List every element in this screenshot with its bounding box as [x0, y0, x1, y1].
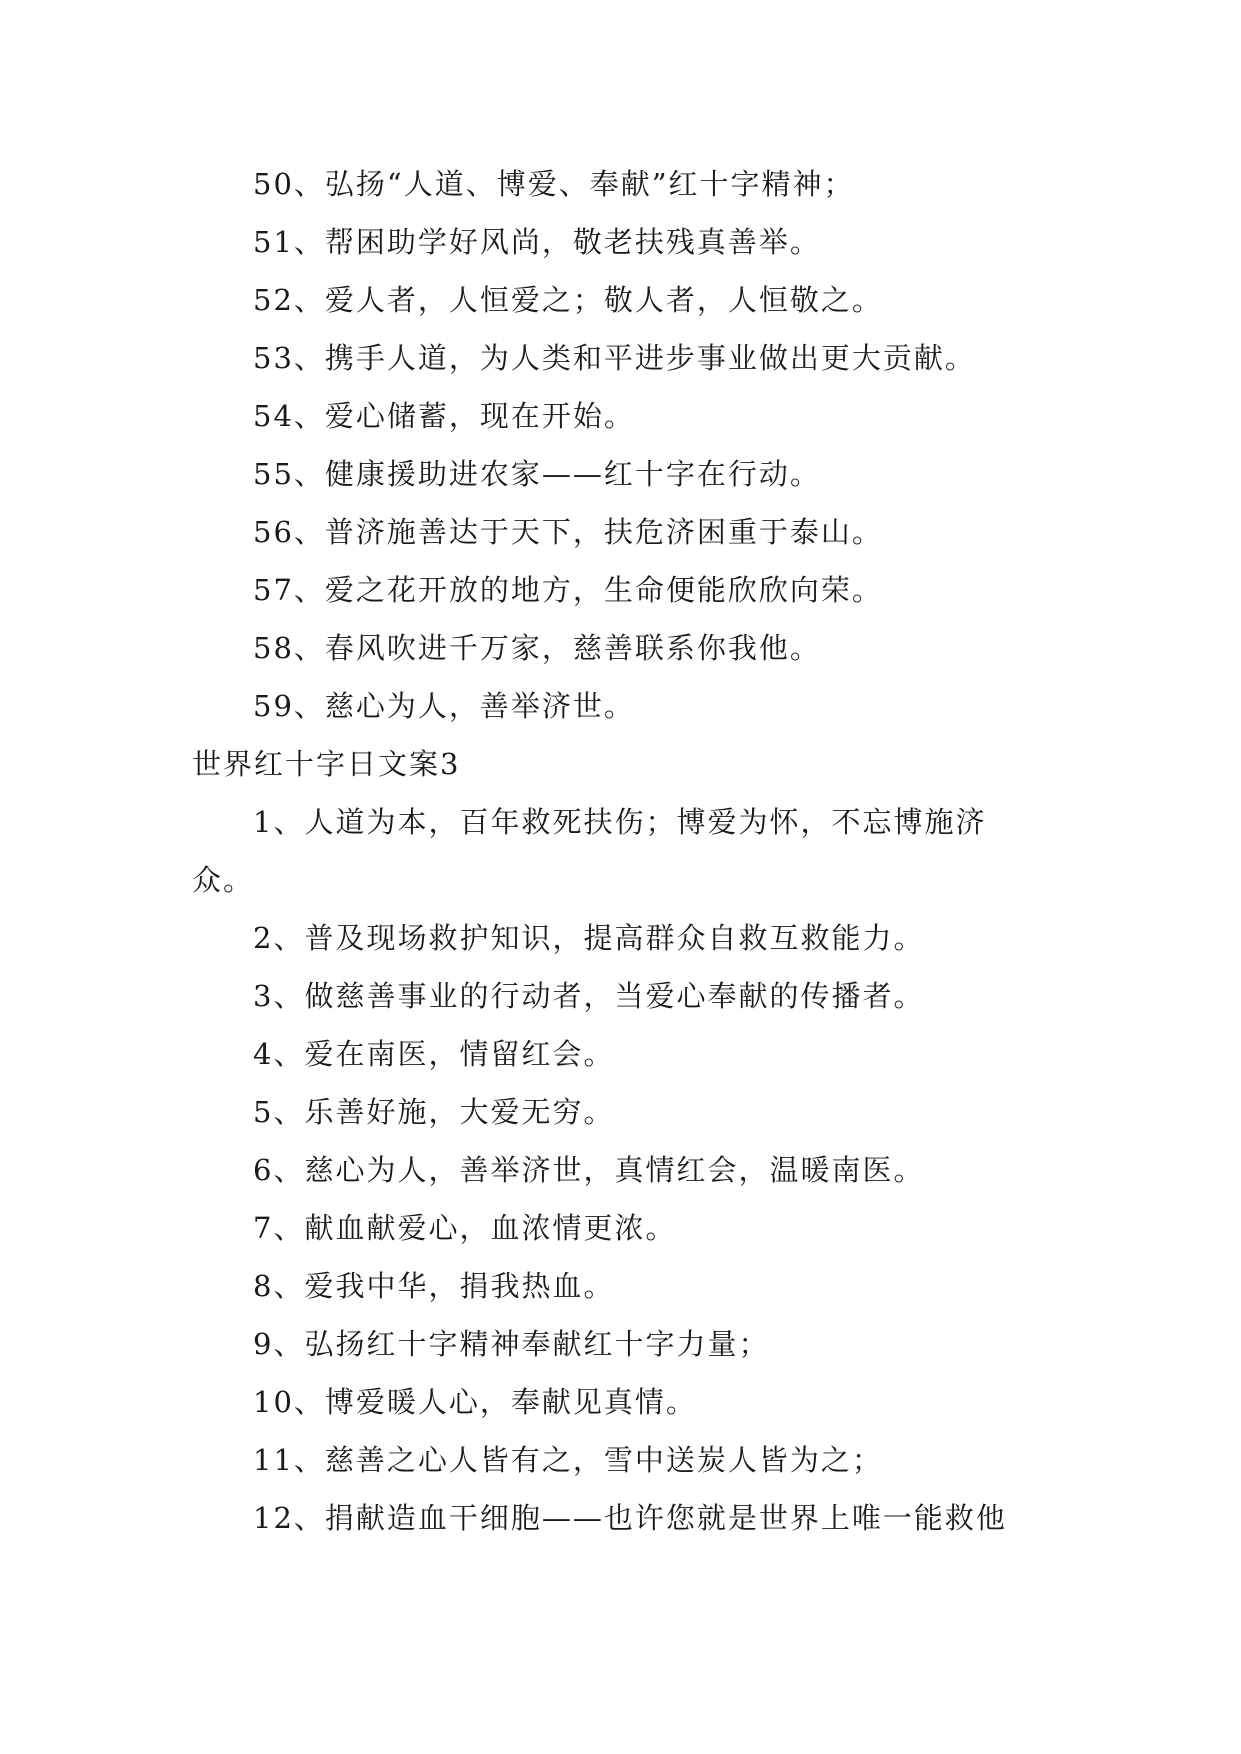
- list-item: 6、慈心为人，善举济世，真情红会，温暖南医。: [253, 1153, 925, 1187]
- list-item: 54、爱心储蓄，现在开始。: [253, 399, 635, 433]
- list-item: 12、捐献造血干细胞——也许您就是世界上唯一能救他: [253, 1501, 1007, 1535]
- list-item: 57、爱之花开放的地方，生命便能欣欣向荣。: [253, 573, 883, 607]
- list-item: 59、慈心为人，善举济世。: [253, 689, 635, 723]
- list-item-continuation: 众。: [192, 863, 255, 897]
- list-item: 56、普济施善达于天下，扶危济困重于泰山。: [253, 515, 883, 549]
- list-item: 1、人道为本，百年救死扶伤；博爱为怀，不忘博施济: [253, 805, 987, 839]
- list-item: 8、爱我中华，捐我热血。: [253, 1269, 615, 1303]
- list-item: 50、弘扬“人道、博爱、奉献”红十字精神；: [253, 167, 855, 201]
- list-item: 3、做慈善事业的行动者，当爱心奉献的传播者。: [253, 979, 925, 1013]
- section-heading: 世界红十字日文案3: [192, 747, 461, 781]
- list-item: 58、春风吹进千万家，慈善联系你我他。: [253, 631, 821, 665]
- list-item: 53、携手人道，为人类和平进步事业做出更大贡献。: [253, 341, 976, 375]
- list-item: 5、乐善好施，大爱无穷。: [253, 1095, 615, 1129]
- list-item: 7、献血献爱心，血浓情更浓。: [253, 1211, 677, 1245]
- list-item: 9、弘扬红十字精神奉献红十字力量；: [253, 1327, 770, 1361]
- list-item: 51、帮困助学好风尚，敬老扶残真善举。: [253, 225, 821, 259]
- list-item: 10、博爱暖人心，奉献见真情。: [253, 1385, 697, 1419]
- list-item: 55、健康援助进农家——红十字在行动。: [253, 457, 821, 491]
- list-item: 52、爱人者，人恒爱之；敬人者，人恒敬之。: [253, 283, 883, 317]
- list-item: 4、爱在南医，情留红会。: [253, 1037, 615, 1071]
- list-item: 11、慈善之心人皆有之，雪中送炭人皆为之；: [253, 1443, 883, 1477]
- list-item: 2、普及现场救护知识，提高群众自救互救能力。: [253, 921, 925, 955]
